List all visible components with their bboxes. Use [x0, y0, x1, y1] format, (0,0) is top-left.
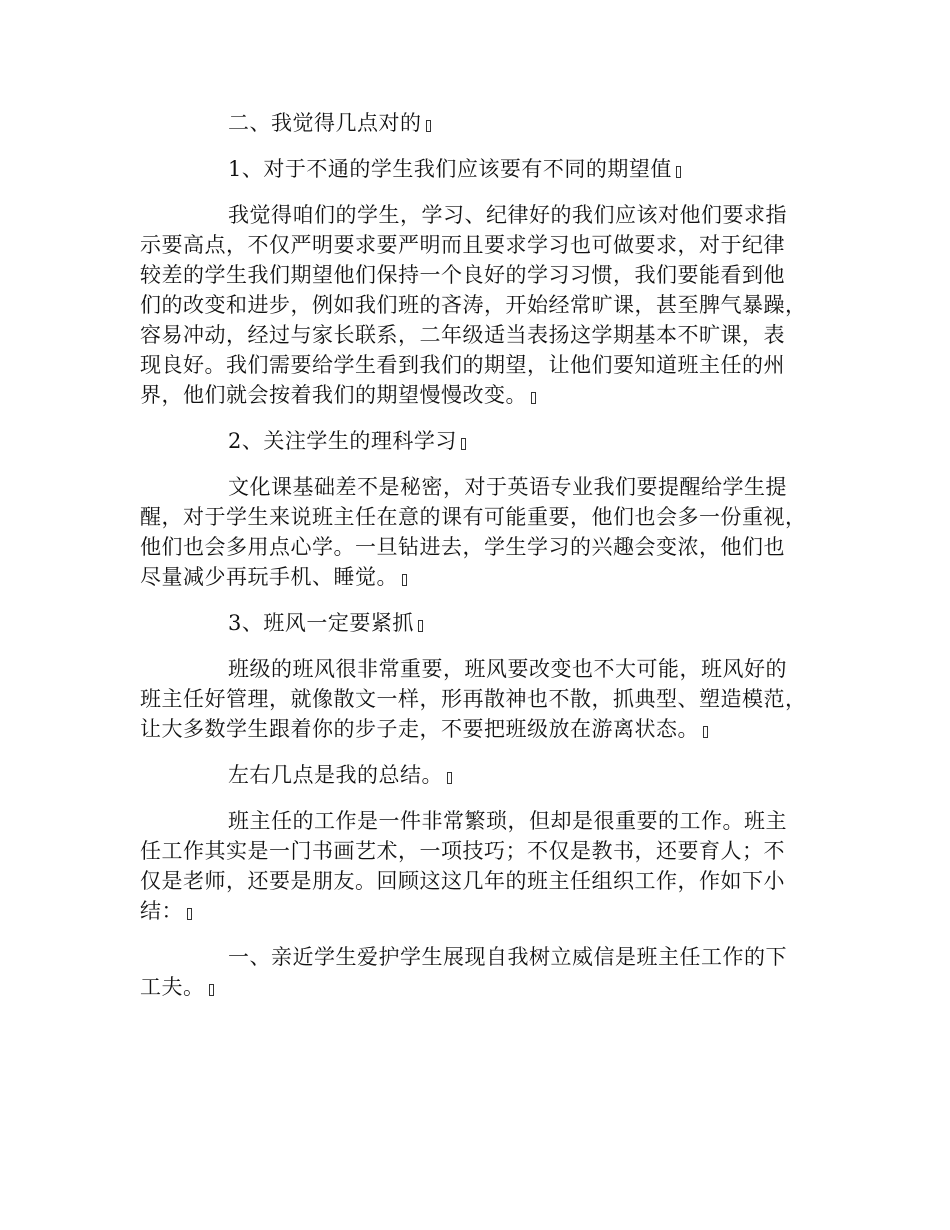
paragraph-line: 较差的学生我们期望他们保持一个良好的学习习惯，我们要能看到他: [140, 263, 785, 287]
body-paragraph-science: [140, 472, 830, 592]
paragraph-mark-icon: [703, 726, 708, 738]
heading-point-1: [140, 942, 830, 1002]
paragraph-line: [140, 760, 830, 790]
paragraph-mark-icon: [402, 574, 407, 586]
paragraph-line: 任工作其实是一门书画艺术，一项技巧；不仅是教书，还要育人；不: [140, 839, 785, 863]
paragraph-line: [140, 562, 830, 592]
heading-point-2: [140, 108, 830, 138]
line-text: 让大多数学生跟着你的步子走，不要把班级放在游离状态。: [140, 717, 699, 741]
paragraph-line: 班主任好管理，就像散文一样，形再散神也不散，抓典型、塑造模范，: [140, 687, 807, 711]
body-paragraph-teacher-work: [140, 806, 830, 926]
body-paragraph-expectations: [140, 200, 830, 410]
document-body: [140, 108, 830, 1002]
subheading-2: [140, 426, 830, 456]
body-paragraph-class-style: [140, 654, 830, 744]
paragraph-line: [140, 154, 830, 184]
paragraph-line: 醒，对于学生来说班主任在意的课有可能重要，他们也会多一份重视，: [140, 505, 807, 529]
paragraph-line: 文化课基础差不是秘密，对于英语专业我们要提醒给学生提: [228, 475, 787, 499]
line-text: 2、关注学生的理科学习: [228, 429, 457, 453]
paragraph-line: 班主任的工作是一件非常繁琐，但却是很重要的工作。班主: [228, 809, 787, 833]
paragraph-line: [140, 896, 830, 926]
line-text: 1、对于不通的学生我们应该要有不同的期望值: [228, 157, 672, 181]
paragraph-line: [140, 714, 830, 744]
paragraph-line: [140, 608, 830, 638]
paragraph-line: 示要高点，不仅严明要求要严明而且要求学习也可做要求，对于纪律: [140, 233, 785, 257]
paragraph-line: 一、亲近学生爱护学生展现自我树立威信是班主任工作的下: [228, 945, 787, 969]
subheading-1: [140, 154, 830, 184]
paragraph-mark-icon: [447, 772, 452, 784]
paragraph-line: 容易冲动，经过与家长联系，二年级适当表扬这学期基本不旷课，表: [140, 323, 785, 347]
paragraph-line: 他们也会多用点心学。一旦钻进去，学生学习的兴趣会变浓，他们也: [140, 535, 785, 559]
line-text: 左右几点是我的总结。: [228, 763, 443, 787]
paragraph-mark-icon: [461, 438, 466, 450]
paragraph-line: [140, 108, 830, 138]
line-text: 工夫。: [140, 975, 205, 999]
line-text: 界，他们就会按着我们的期望慢慢改变。: [140, 383, 527, 407]
subheading-3: [140, 608, 830, 638]
paragraph-mark-icon: [531, 392, 536, 404]
line-text: 尽量减少再玩手机、睡觉。: [140, 565, 398, 589]
paragraph-line: 们的改变和进步，例如我们班的吝涛，开始经常旷课，甚至脾气暴躁，: [140, 293, 807, 317]
summary-sentence: [140, 760, 830, 790]
paragraph-line: [140, 380, 830, 410]
line-text: 3、班风一定要紧抓: [228, 611, 414, 635]
paragraph-mark-icon: [187, 908, 192, 920]
paragraph-line: [140, 972, 830, 1002]
paragraph-mark-icon: [676, 166, 681, 178]
paragraph-mark-icon: [426, 120, 431, 132]
paragraph-mark-icon: [209, 984, 214, 996]
paragraph-mark-icon: [418, 620, 423, 632]
line-text: 结：: [140, 899, 183, 923]
line-text: 二、我觉得几点对的: [228, 111, 422, 135]
paragraph-line: 仅是老师，还要是朋友。回顾这这几年的班主任组织工作，作如下小: [140, 869, 785, 893]
paragraph-line: [140, 426, 830, 456]
paragraph-line: 班级的班风很非常重要，班风要改变也不大可能，班风好的: [228, 657, 787, 681]
paragraph-line: 现良好。我们需要给学生看到我们的期望，让他们要知道班主任的州: [140, 353, 785, 377]
paragraph-line: 我觉得咱们的学生，学习、纪律好的我们应该对他们要求指: [228, 203, 787, 227]
